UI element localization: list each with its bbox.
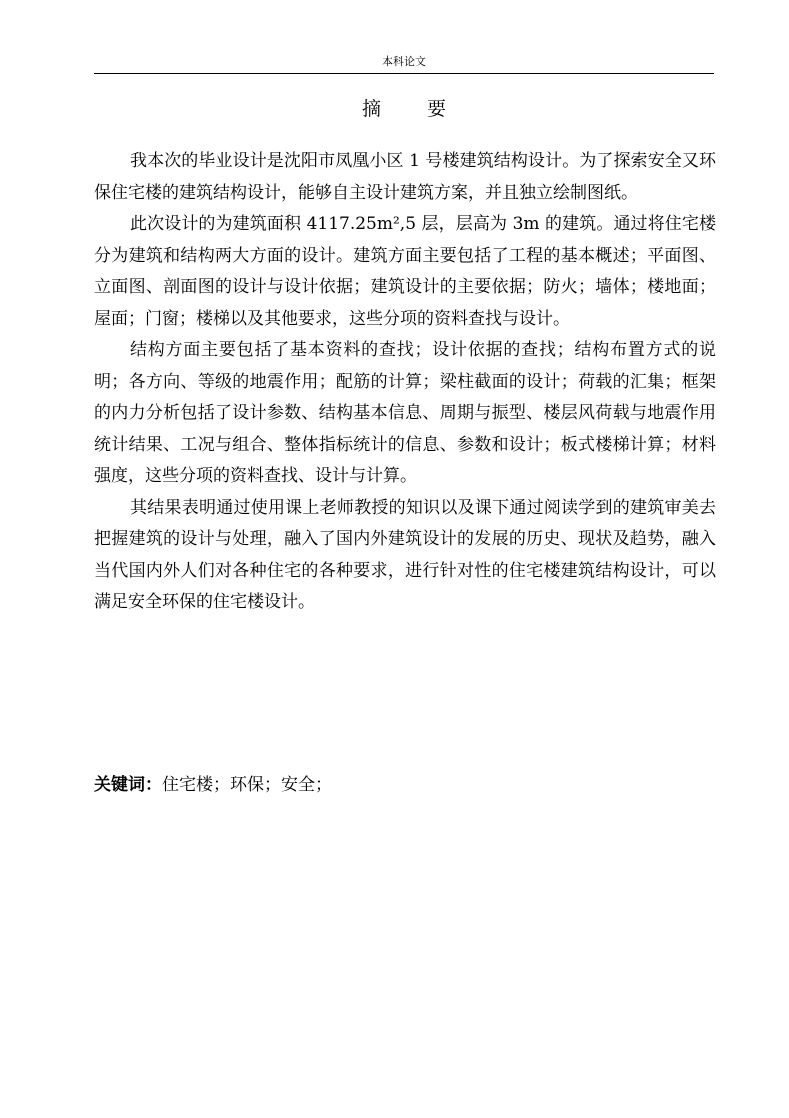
abstract-paragraph: 我本次的毕业设计是沈阳市凤凰小区 1 号楼建筑结构设计。为了探索安全又环保住宅楼的建筑结构设计，能够自主设计建筑方案，并且独立绘制图纸。 xyxy=(94,151,716,203)
keywords-label: 关键词： xyxy=(94,775,162,795)
header-divider xyxy=(94,73,714,74)
keywords-value: 住宅楼；环保；安全； xyxy=(162,775,332,795)
abstract-title: 摘 要 xyxy=(361,98,467,120)
abstract-paragraph: 其结果表明通过使用课上老师教授的知识以及课下通过阅读学到的建筑审美去把握建筑的设计与处理，融入了国内外建筑设计的发展的历史、现状及趋势，融入当代国内外人们对各种住宅的各种要求，进行针对性的住宅楼建筑结构设计，可以满足安全环保的住宅楼设计。 xyxy=(94,497,716,612)
page-header: 本科论文 xyxy=(382,55,426,68)
keywords-line xyxy=(94,770,714,801)
abstract-paragraph: 结构方面主要包括了基本资料的查找；设计依据的查找；结构布置方式的说明；各方向、等级的地震作用；配筋的计算；梁柱截面的设计；荷载的汇集；框架的内力分析包括了设计参数、结构基本信息、周期与振型、楼层风荷载与地震作用统计结果、工况与组合、整体指标统计的信息、参数和设计；板式楼梯计算；材料强度，这些分项的资料查找、设计与计算。 xyxy=(94,340,716,486)
abstract-paragraph: 此次设计的为建筑面积 4117.25m²,5 层，层高为 3m 的建筑。通过将住宅楼分为建筑和结构两大方面的设计。建筑方面主要包括了工程的基本概述；平面图、立面图、剖面图的设计与设计依据；建筑设计的主要依据；防火；墙体；楼地面；屋面；门窗；楼梯以及其他要求，这些分项的资料查找与设计。 xyxy=(94,214,716,329)
abstract-body xyxy=(94,146,716,619)
